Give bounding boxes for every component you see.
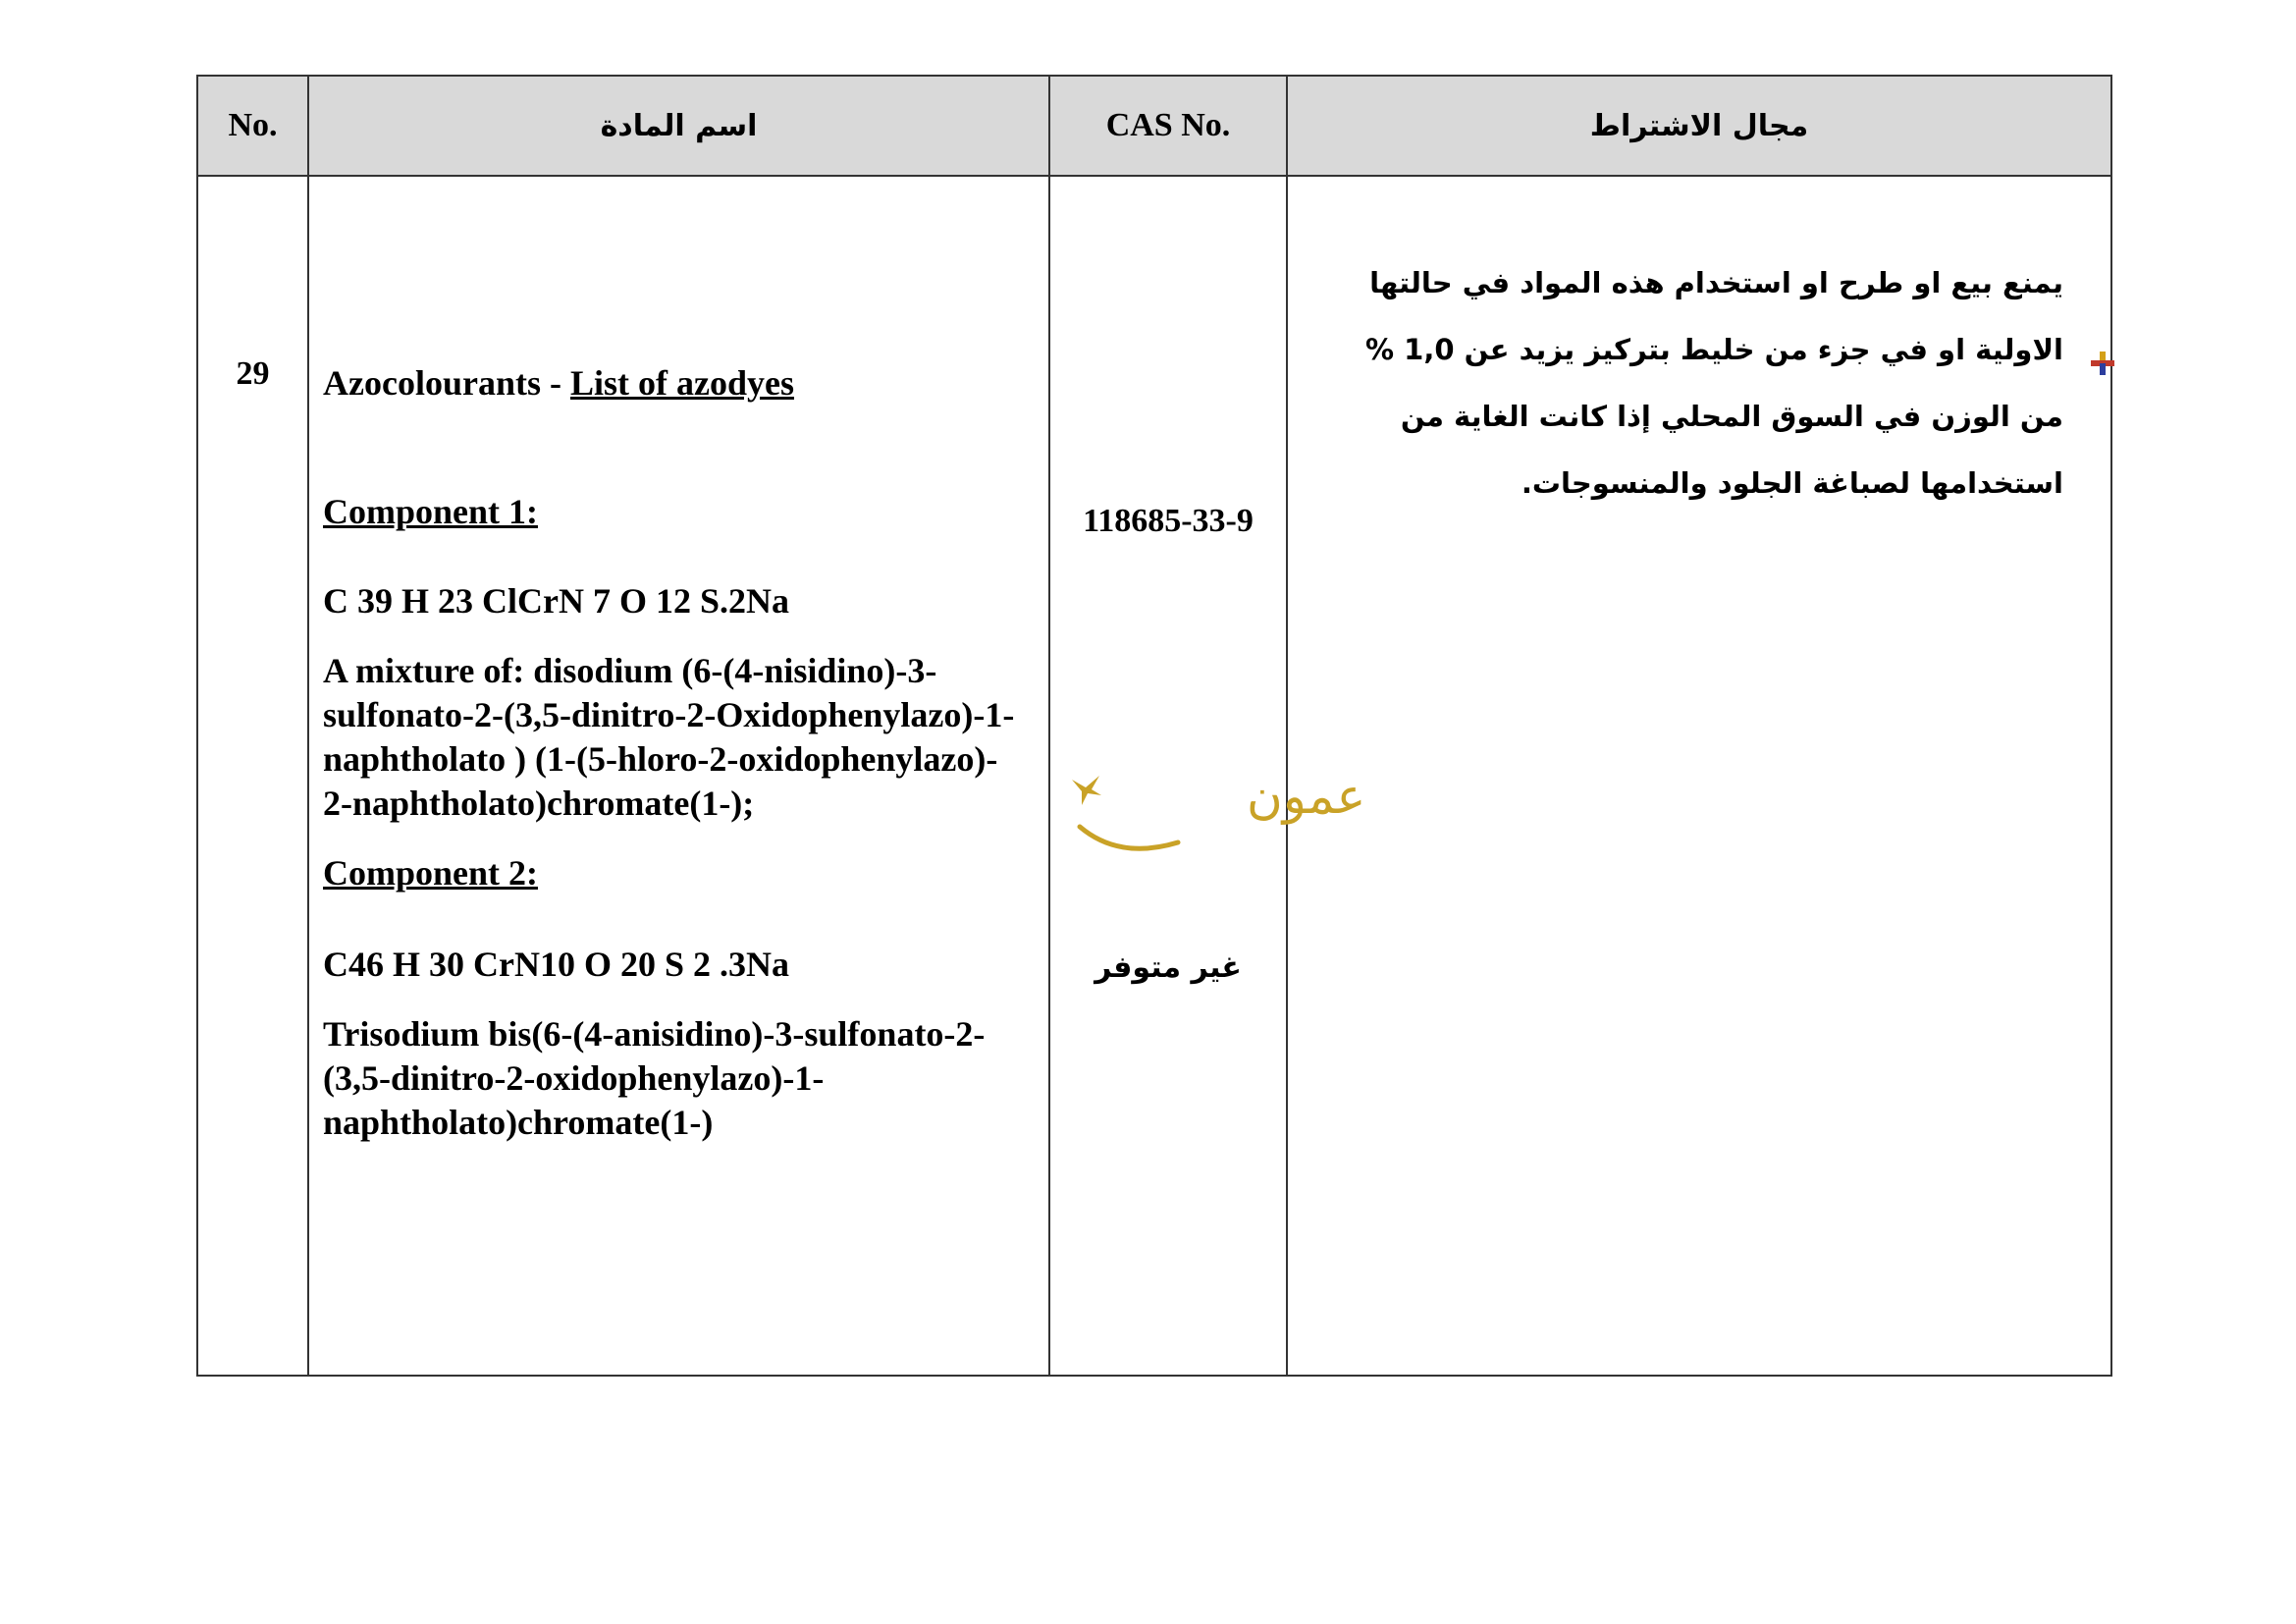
substance-name-cell (308, 176, 1049, 1376)
component2-description: Trisodium bis(6-(4-anisidino)-3-sulfonato-2- (3,5-dinitro-2-oxidophenylazo)-1-naphtholato)chromate(1-) (323, 1014, 986, 1142)
bird-icon (1072, 776, 1101, 805)
component2-formula: C46 H 30 CrN10 O 20 S 2 .3Na (323, 945, 789, 984)
table-row (197, 176, 2111, 1376)
ammon-watermark-logo (1060, 762, 1366, 870)
component1-formula: C 39 H 23 ClCrN 7 O 12 S.2Na (323, 581, 789, 621)
title-prefix: Azocolourants - (323, 363, 570, 403)
condition-cell (1287, 176, 2111, 1376)
row-number: 29 (236, 355, 270, 392)
component1-description: A mixture of: disodium (6-(4-nisidino)-3-sulfonato-2-(3,5-dinitro-2-Oxidophenylazo)-1- naphtholato ) (1-(5-hloro-2-oxidophenylazo)- 2-naphtholato)chromate(1-); (323, 651, 1015, 823)
header-row (197, 76, 2111, 176)
substance-title (323, 361, 1031, 406)
header-no: No. (197, 76, 308, 176)
regulation-table (196, 75, 2112, 1377)
component1-label: Component 1: (323, 492, 539, 531)
azodyes-list-link[interactable]: List of azodyes (569, 363, 794, 403)
condition-text: يمنع بيع او طرح او استخدام هذه المواد في حالتها الاولية او في جزء من خليط بتركيز يزيد عن 1,0 % من الوزن في السوق المحلي إذا كانت الغاية من استخدامها لصباغة الجلود والمنسوجات. (1364, 266, 2063, 500)
bullet-plus-icon (2089, 350, 2116, 377)
watermark-text: عمون (1247, 768, 1366, 825)
component2-label: Component 2: (323, 853, 539, 893)
not-available-text: غير متوفر (1095, 950, 1242, 985)
header-cas-no: CAS No. (1049, 76, 1287, 176)
header-condition-field: مجال الاشتراط (1287, 76, 2111, 176)
row-number-cell (197, 176, 308, 1376)
header-substance-name: اسم المادة (308, 76, 1049, 176)
cas-number: 118685-33-9 (1083, 503, 1254, 539)
cas-cell (1049, 176, 1366, 1376)
